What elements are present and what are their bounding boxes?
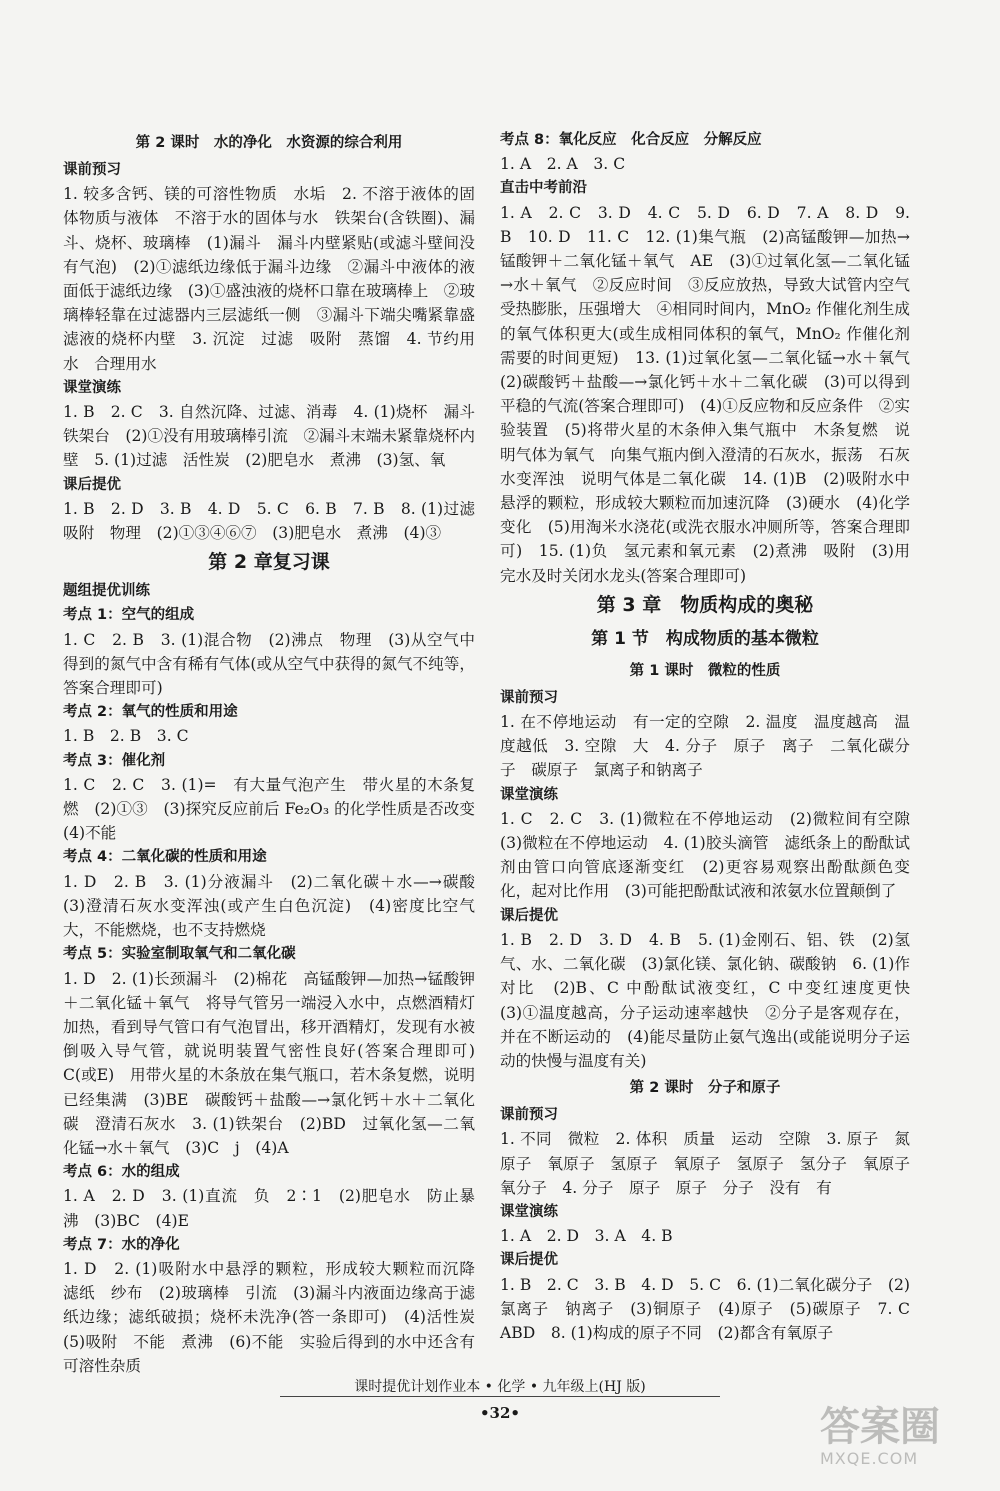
section-label: 考点 2：氧气的性质和用途 <box>63 704 238 721</box>
footer-rule <box>280 1396 720 1397</box>
section-label: 课后提优 <box>63 476 121 493</box>
section-label: 课前预习 <box>63 162 121 178</box>
section-label: 考点 5：实验室制取氧气和二氧化碳 <box>63 946 296 963</box>
answer-paragraph: 1. A 2. D 3. A 4. B <box>500 1227 673 1246</box>
page-number: •32• <box>479 1404 521 1422</box>
answer-paragraph: 1. C 2. C 3. (1)微粒在不停地运动 (2)微粒间有空隙 (3)微粒在不停地运动 4. (1)胶头滴管 滤纸条上的酚酞试剂由管口向管底逐渐变红 (2)更容易观察出酚酞颜色变化，起对比作用 (3)可能把酚酞试液和浓氨水位置颠倒了 <box>500 809 926 901</box>
watermark-text: 答案圈 <box>820 1404 940 1450</box>
answer-paragraph: 1. A 2. C 3. D 4. C 5. D 6. D 7. A 8. D 9. B 10. D 11. C 12. (1)集气瓶 (2)高锰酸钾—加热→锰酸钾＋二氧化锰＋氧气 AE (3)①过氧化氢—二氧化锰→水＋氧气 ②反应时间 ③反应放热，导致大试管内空气受热膨胀，压强增大 ④相同时间内，MnO₂ 作催化剂生成的氧气体积更大(或生成相同体积的氧气，MnO₂ 作催化剂需要的时间更短) 13. (1)过氧化氢—二氧化锰→水＋氧气 (2)碳酸钙＋盐酸—→氯化钙＋水＋二氧化碳 (3)可以得到平稳的气流(答案合理即可) (4)①反应物和反应条件 ②实验装置 (5)将带火星的木条伸入集气瓶中 木条复燃 说明气体为氧气 向集气瓶内倒入澄清的石灰水，振荡 石灰水变浑浊 说明气体是二氧化碳 14. (1)B (2)吸附水中悬浮的颗粒，形成较大颗粒而加速沉降 (3)硬水 (4)化学变化 (5)用淘米水浇花(或洗衣服水冲厕所等，答案合理即可) 15. (1)负 氢元素和氧元素 (2)煮沸 吸附 (3)用完水及时关闭水龙头(答案合理即可) <box>500 203 926 585</box>
answer-paragraph: 1. C 2. C 3. (1)= 有大量气泡产生 带火星的木条复燃 (2)①③ (3)探究反应前后 Fe₂O₃ 的化学性质是否改变 (4)不能 <box>63 775 491 843</box>
section-label: 考点 6：水的组成 <box>63 1164 180 1181</box>
section-label: 题组提优训练 <box>63 583 150 600</box>
answer-paragraph: 1. D 2. (1)长颈漏斗 (2)棉花 高锰酸钾—加热→锰酸钾＋二氧化锰＋氧气 将导气管另一端浸入水中，点燃酒精灯加热，看到导气管口有气泡冒出，移开酒精灯，发现有水被倒吸入导气管，就说明装置气密性良好(答案合理即可) C(或E) 用带火星的木条放在集气瓶口，若木条复燃，说明已经集满 (3)BE 碳酸钙＋盐酸—→氯化钙＋水＋二氧化碳 澄清石灰水 3. (1)铁架台 (2)BD 过氧化氢—二氧化锰→水＋氧气 (3)C j (4)A <box>63 969 491 1157</box>
answer-paragraph: 1. 在不停地运动 有一定的空隙 2. 温度 温度越高 温度越低 3. 空隙 大 4. 分子 原子 离子 二氧化碳分子 碳原子 氯离子和钠离子 <box>500 713 910 780</box>
answer-paragraph: 1. B 2. D 3. D 4. B 5. (1)金刚石、铝、铁 (2)氢气、水、二氧化碳 (3)氯化镁、氯化钠、碳酸钠 6. (1)作对比 (2)B、C 中酚酞试液变红，C 中变红速度更快 (3)①温度越高，分子运动速率越快 ②分子是客观存在，并在不断运动的 (4)能尽量防止氨气逸出(或能说明分子运动的快慢与温度有关) <box>500 930 926 1070</box>
answer-paragraph: 1. B 2. D 3. B 4. D 5. C 6. B 7. B 8. (1)过滤 吸附 物理 (2)①③④⑥⑦ (3)肥皂水 煮沸 (4)③ <box>63 499 491 543</box>
section-label: 考点 8：氧化反应 化合反应 分解反应 <box>500 132 762 148</box>
answer-paragraph: 1. 不同 微粒 2. 体积 质量 运动 空隙 3. 原子 氮原子 氧原子 氢原子 氧原子 氢原子 氢分子 氧原子 氧分子 4. 分子 原子 原子 分子 没有 有 <box>500 1130 926 1197</box>
answer-paragraph: 1. C 2. B 3. (1)混合物 (2)沸点 物理 (3)从空气中得到的氮气中含有稀有气体(或从空气中获得的氮气不纯等，答案合理即可) <box>63 630 475 698</box>
section-label: 直击中考前沿 <box>500 180 587 197</box>
section-heading: 第 3 章 物质构成的奥秘 <box>596 593 814 616</box>
section-label: 考点 4：二氧化碳的性质和用途 <box>63 849 267 866</box>
answer-paragraph: 1. B 2. C 3. 自然沉降、过滤、消毒 4. (1)烧杯 漏斗 铁架台 (2)①没有用玻璃棒引流 ②漏斗末端未紧靠烧杯内壁 5. (1)过滤 活性炭 (2)肥皂水 煮沸 (3)氢、氧 <box>63 403 491 470</box>
section-label: 课前预习 <box>500 1107 558 1124</box>
answer-paragraph: 1. A 2. D 3. (1)直流 负 2∶1 (2)肥皂水 防止暴沸 (3)BC (4)E <box>63 1187 475 1230</box>
section-label: 课后提优 <box>500 1252 558 1269</box>
footer <box>0 1378 1000 1397</box>
right-column <box>500 128 926 1345</box>
section-heading: 第 1 课时 微粒的性质 <box>629 662 781 679</box>
answer-paragraph: 1. D 2. B 3. (1)分液漏斗 (2)二氧化碳＋水—→碳酸 (3)澄清石灰水变浑浊(或产生白色沉淀) (4)密度比空气大，不能燃烧，也不支持燃烧 <box>63 872 491 940</box>
left-column <box>63 128 491 1378</box>
answer-paragraph: 1. B 2. C 3. B 4. D 5. C 6. (1)二氧化碳分子 (2)氯离子 钠离子 (3)铜原子 (4)原子 (5)碳原子 7. C ABD 8. (1)构成的原子不同 (2)都含有氧原子 <box>500 1275 926 1342</box>
answer-paragraph: 1. 较多含钙、镁的可溶性物质 水垢 2. 不溶于液体的固体物质与液体 不溶于水的固体与水 铁架台(含铁圈)、漏斗、烧杯、玻璃棒 (1)漏斗 漏斗内壁紧贴(或滤斗壁间没有气泡) (2)①滤纸边缘低于漏斗边缘 ②漏斗中液体的液面低于滤纸边缘 (3)①盛浊液的烧杯口靠在玻璃棒上 ②玻璃棒轻靠在过滤器内三层滤纸一侧 ③漏斗下端尖嘴紧靠盛滤液的烧杯内壁 3. 沉淀 过滤 吸附 蒸馏 4. 节约用水 合理用水 <box>63 185 475 373</box>
section-label: 课后提优 <box>500 907 558 924</box>
section-label: 考点 3：催化剂 <box>63 752 166 769</box>
section-label: 课堂演练 <box>63 379 121 396</box>
watermark-url: MXQE.COM <box>820 1449 919 1468</box>
section-heading: 第 2 课时 分子和原子 <box>629 1080 781 1097</box>
section-label: 课堂演练 <box>500 1203 558 1220</box>
answer-paragraph: 1. A 2. A 3. C <box>500 155 626 174</box>
section-heading: 第 2 章复习课 <box>208 551 330 574</box>
section-label: 考点 7：水的净化 <box>63 1236 180 1253</box>
section-heading: 第 1 节 构成物质的基本微粒 <box>591 628 819 649</box>
section-heading: 第 2 课时 水的净化 水资源的综合利用 <box>135 135 403 151</box>
answer-paragraph: 1. D 2. (1)吸附水中悬浮的颗粒，形成较大颗粒而沉降 滤纸 纱布 (2)玻璃棒 引流 (3)漏斗内液面边缘高于滤纸边缘；滤纸破损；烧杯未洗净(答一条即可) (4)活性炭 (5)吸附 不能 煮沸 (6)不能 实验后得到的水中还含有可溶性杂质 <box>63 1259 491 1375</box>
footer-title: 课时提优计划作业本 • 化学 • 九年级上(HJ 版) <box>354 1379 646 1395</box>
section-label: 课堂演练 <box>500 786 558 803</box>
answer-paragraph: 1. B 2. B 3. C <box>63 727 189 746</box>
watermark-logo <box>820 1405 980 1477</box>
section-label: 考点 1：空气的组成 <box>63 607 195 624</box>
section-label: 课前预习 <box>500 689 558 706</box>
